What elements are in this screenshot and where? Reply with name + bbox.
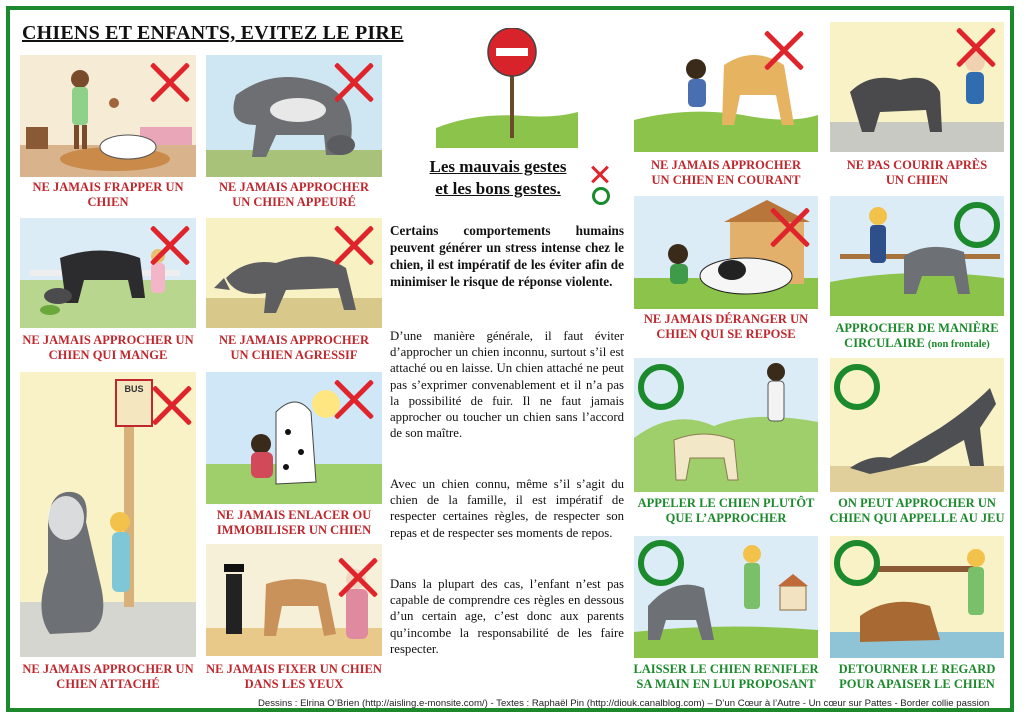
caption-circulaire: APPROCHER DE MANIÈRE CIRCULAIRE (non frontale) [835,321,999,350]
bad-cross-icon [332,224,376,268]
caption-agressif: NE JAMAIS APPROCHER UN CHIEN AGRESSIF [218,333,369,362]
illustration-frapper [20,55,196,177]
paragraph-3: Dans la plupart des cas, l’enfant n’est pas capable de comprendre ces règles en dessous d’un certain age, c’est donc aux parents qu’incombe la responsabilité de les faire respecter. [390,577,624,656]
illustration-courir [830,22,1004,152]
caption-courir: NE PAS COURIR APRÈS UN CHIEN [846,158,988,187]
bad-cross-icon [150,384,194,428]
bad-cross-icon [148,224,192,268]
caption-appeure: NE JAMAIS APPROCHER UN CHIEN APPEURÉ [218,180,369,209]
illustration-fixer [206,544,382,656]
caption-attache: NE JAMAIS APPROCHER UN CHIEN ATTACHÉ [22,662,194,691]
illustration-repose [634,196,818,309]
good-circle-icon [954,202,1000,248]
illustration-regard [830,536,1004,658]
illustration-mange [20,218,196,328]
subtitle: Les mauvais gestes et les bons gestes. [429,157,567,198]
caption-enlacer: NE JAMAIS ENLACER OU IMMOBILISER UN CHIEN [216,508,372,537]
good-circle-icon [834,364,880,410]
illustration-circulaire [830,196,1004,316]
bad-cross-icon [762,29,806,73]
bad-cross-icon [332,378,376,422]
illustration-enlacer [206,372,382,504]
good-circle-icon [638,540,684,586]
no-entry-sign-illustration [436,28,578,148]
bad-cross-icon [954,26,998,70]
bus-sign-label: BUS [124,384,144,394]
illustration-jeu [830,358,1004,492]
caption-courant: NE JAMAIS APPROCHER UN CHIEN EN COURANT [650,158,801,187]
credits-footer: Dessins : Elrina O’Brien (http://aisling.e-monsite.com/) - Textes : Raphaël Pin (http://diouk.canalblog.com) – D’un Cœur à l’Autre - Un cœur sur Pattes - Border collie passion [258,698,990,709]
caption-jeu: ON PEUT APPROCHER UN CHIEN QUI APPELLE AU JEU [829,496,1005,525]
caption-renifler: LAISSER LE CHIEN RENIFLER SA MAIN EN LUI PROPOSANT [633,662,819,691]
caption-repose: NE JAMAIS DÉRANGER UN CHIEN QUI SE REPOSE [643,312,809,341]
illustration-appeler [634,358,818,492]
bad-cross-icon [768,206,812,250]
good-circle-icon [834,540,880,586]
caption-fixer: NE JAMAIS FIXER UN CHIEN DANS LES YEUX [206,662,382,691]
illustration-courant [634,25,818,152]
caption-appeler: APPELER LE CHIEN PLUTÔT QUE L’APPROCHER [637,496,815,525]
illustration-renifler [634,536,818,658]
caption-frapper: NE JAMAIS FRAPPER UN CHIEN [32,180,184,209]
intro-text: Certains comportements humains peuvent générer un stress intense chez le chien, il est impératif de les éviter afin de minimiser le risque de réponse violente. [390,223,624,289]
bad-gesture-cross-icon [591,166,609,184]
illustration-appeure [206,55,382,177]
good-gesture-circle-icon [592,187,610,205]
caption-mange: NE JAMAIS APPROCHER UN CHIEN QUI MANGE [22,333,194,362]
bad-cross-icon [332,61,376,105]
page-title: CHIENS ET ENFANTS, EVITEZ LE PIRE [22,22,404,44]
paragraph-1: D’une manière générale, il faut éviter d’approcher un chien inconnu, surtout s’il est attaché ou en laisse. Un chien attaché ne peut pas s’exprimer convenablement et il n’a pas la possibilité de fuir. Il ne faut jamais approcher ou toucher un chien sans l’accord de son maître. [390,329,624,441]
bad-cross-icon [148,61,192,105]
illustration-agressif [206,218,382,328]
good-circle-icon [638,364,684,410]
bad-cross-icon [336,556,380,600]
illustration-attache [20,372,196,657]
paragraph-2: Avec un chien connu, même s’il s’agit du chien de la famille, il est impératif de respecter certaines règles, de respecter son repas et de respecter ses moments de repos. [390,477,624,540]
caption-regard: DETOURNER LE REGARD POUR APAISER LE CHIEN [838,662,996,691]
